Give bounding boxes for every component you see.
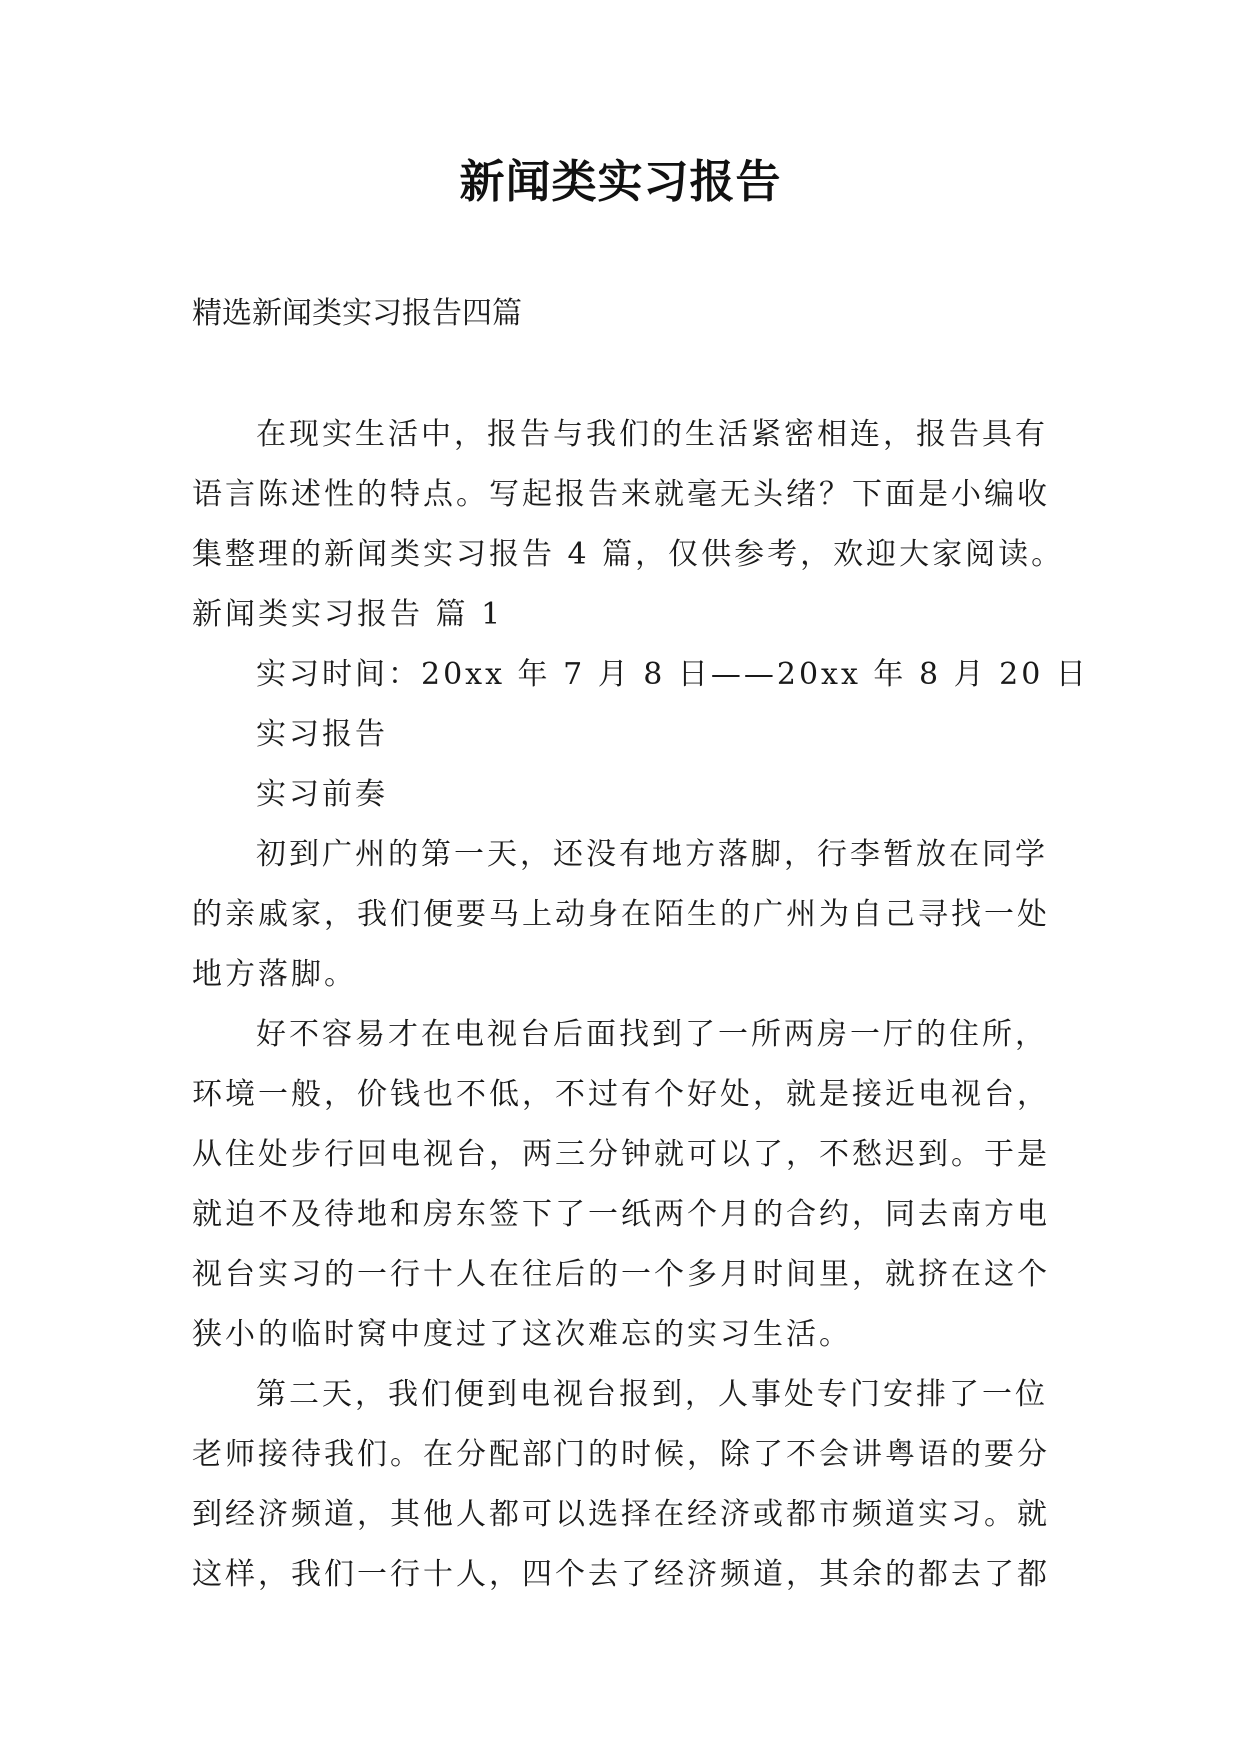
body-text-line: 实习时间：20xx 年 7 月 8 日——20xx 年 8 月 20 日 [256, 657, 1089, 692]
body-text-line: 语言陈述性的特点。写起报告来就毫无头绪？下面是小编收 [192, 477, 1050, 512]
body-text-line: 到经济频道，其他人都可以选择在经济或都市频道实习。就 [192, 1497, 1050, 1532]
body-text-line: 狭小的临时窝中度过了这次难忘的实习生活。 [192, 1317, 852, 1352]
body-text-line: 地方落脚。 [192, 957, 357, 992]
document-subtitle: 精选新闻类实习报告四篇 [192, 296, 522, 331]
body-text-line: 环境一般，价钱也不低，不过有个好处，就是接近电视台， [192, 1077, 1050, 1112]
document-title: 新闻类实习报告 [459, 155, 782, 208]
body-text-line: 实习报告 [256, 717, 388, 752]
body-text-line: 老师接待我们。在分配部门的时候，除了不会讲粤语的要分 [192, 1437, 1050, 1472]
body-text-line: 第二天，我们便到电视台报到，人事处专门安排了一位 [256, 1377, 1048, 1412]
body-text-line: 从住处步行回电视台，两三分钟就可以了，不愁迟到。于是 [192, 1137, 1050, 1172]
body-text-line: 集整理的新闻类实习报告 4 篇，仅供参考，欢迎大家阅读。 [192, 537, 1065, 572]
body-text-line: 好不容易才在电视台后面找到了一所两房一厅的住所， [256, 1017, 1048, 1052]
body-text-line: 视台实习的一行十人在往后的一个多月时间里，就挤在这个 [192, 1257, 1050, 1292]
body-text-line: 新闻类实习报告 篇 1 [192, 597, 504, 632]
document-body [192, 405, 1089, 1605]
body-text-line: 的亲戚家，我们便要马上动身在陌生的广州为自己寻找一处 [192, 897, 1050, 932]
body-text-line: 就迫不及待地和房东签下了一纸两个月的合约，同去南方电 [192, 1197, 1050, 1232]
body-text-line: 在现实生活中，报告与我们的生活紧密相连，报告具有 [256, 417, 1048, 452]
body-text-line: 初到广州的第一天，还没有地方落脚，行李暂放在同学 [256, 837, 1048, 872]
body-text-line: 这样，我们一行十人，四个去了经济频道，其余的都去了都 [192, 1557, 1050, 1592]
body-text-line: 实习前奏 [256, 777, 388, 812]
